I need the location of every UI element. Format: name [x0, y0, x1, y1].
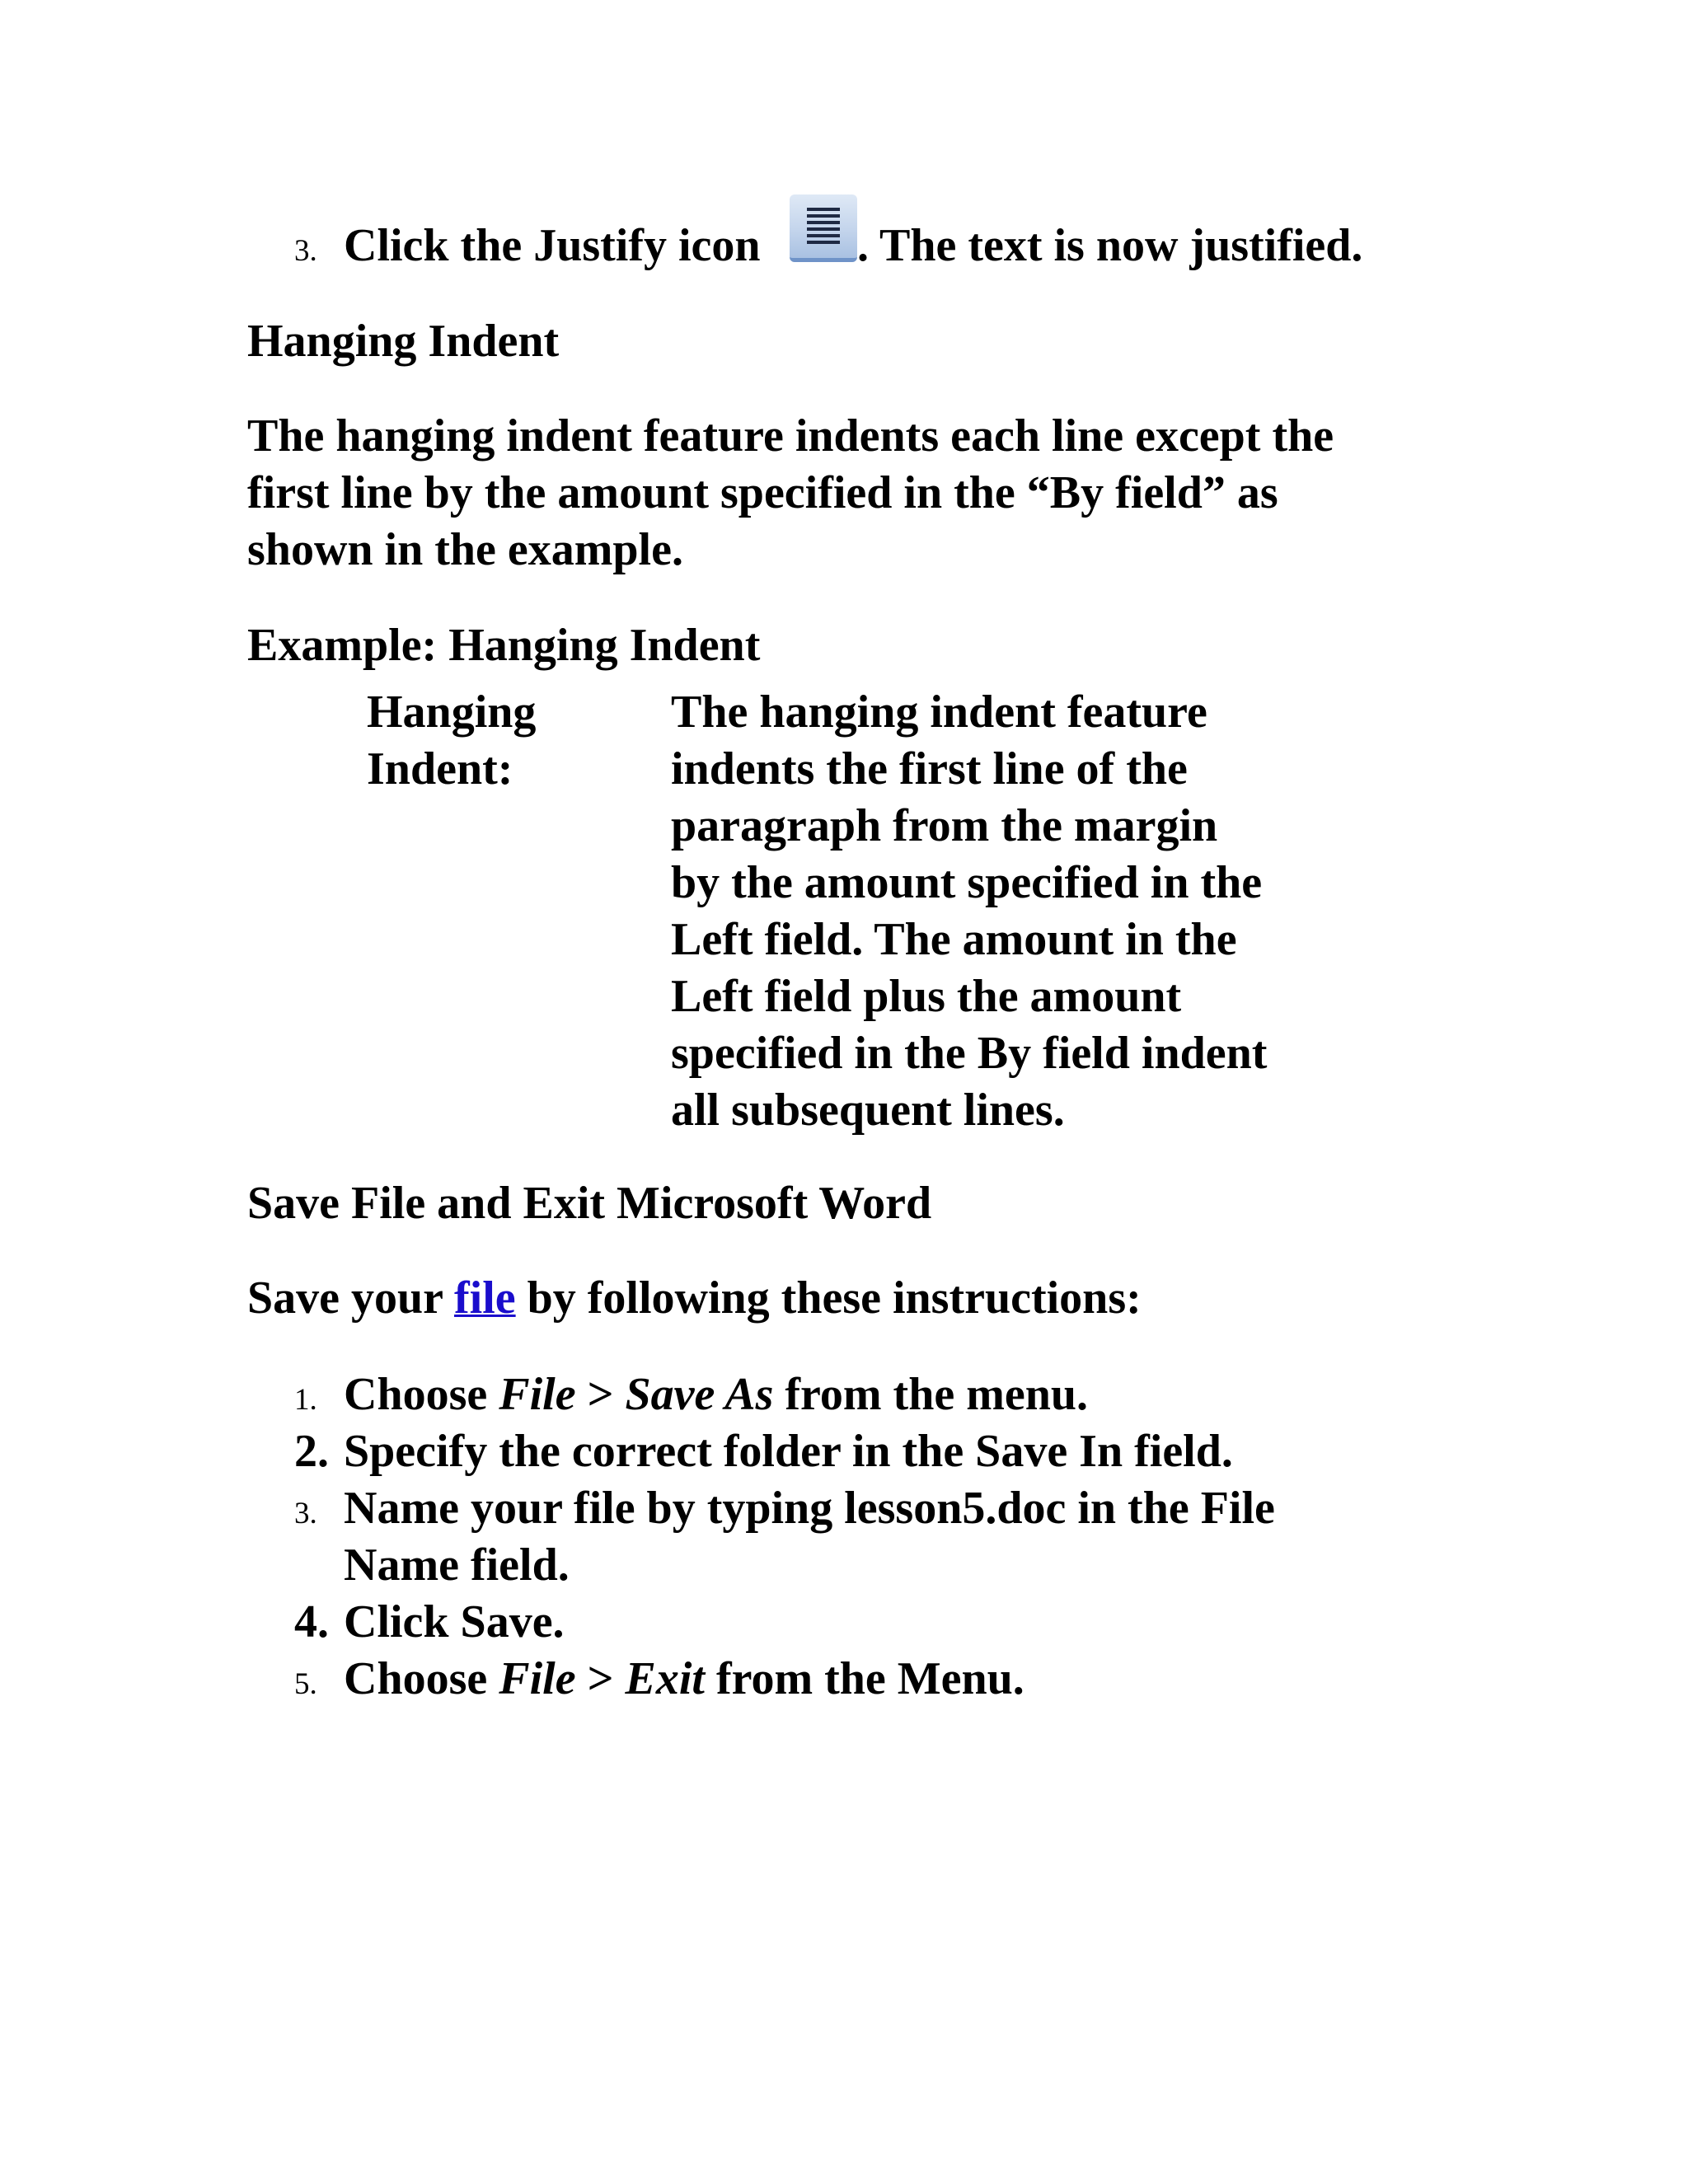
- list-item: [294, 1480, 1275, 1542]
- step-text: Choose: [344, 1369, 499, 1420]
- menu-exit: Exit: [625, 1653, 705, 1704]
- hanging-description-line: first line by the amount specified in the “By field” as: [247, 467, 1278, 518]
- list-number: 5.: [294, 1667, 317, 1701]
- list-number: 3.: [294, 234, 317, 268]
- list-number: 4.: [294, 1596, 329, 1647]
- list-number: 2.: [294, 1426, 329, 1477]
- list-number: 3.: [294, 1497, 317, 1530]
- list-item-text: Specify the correct folder in the Save In field.: [344, 1426, 1233, 1477]
- list-item-text: [344, 1651, 1025, 1707]
- example-body-line: all subsequent lines.: [671, 1085, 1065, 1136]
- example-body-line: The hanging indent feature: [671, 687, 1207, 738]
- step-text: from the Menu.: [704, 1653, 1025, 1704]
- example-body: [671, 684, 1267, 1139]
- justify-step-text: Click the Justify icon: [344, 220, 761, 271]
- menu-file: File: [499, 1369, 576, 1420]
- list-item: [294, 1651, 1025, 1713]
- example-body-line: specified in the By field indent: [671, 1028, 1268, 1079]
- example-body-line: Left field. The amount in the: [671, 914, 1237, 965]
- example-label: Hanging: [367, 687, 537, 738]
- list-item: [294, 1366, 1088, 1428]
- list-item-continuation: Name field.: [344, 1540, 570, 1591]
- example-label: Indent:: [367, 743, 513, 794]
- example-body-line: indents the first line of the: [671, 743, 1188, 794]
- hanging-description-line: shown in the example.: [247, 524, 683, 575]
- list-item-text: Name your file by typing lesson5.doc in the File: [344, 1483, 1275, 1534]
- list-item-text: Click Save.: [344, 1596, 565, 1647]
- save-intro-text: by following these instructions:: [515, 1272, 1142, 1324]
- step-text: >: [575, 1369, 626, 1420]
- save-intro-text: Save your: [247, 1272, 454, 1324]
- save-intro: [247, 1270, 1142, 1326]
- example-heading: Example: Hanging Indent: [247, 620, 761, 671]
- list-number: 1.: [294, 1383, 317, 1417]
- menu-save-as: Save As: [625, 1369, 774, 1420]
- save-heading: Save File and Exit Microsoft Word: [247, 1178, 932, 1229]
- list-item: [294, 1423, 1233, 1479]
- justify-step: [294, 218, 761, 279]
- example-body-line: Left field plus the amount: [671, 971, 1182, 1022]
- hanging-indent-heading: Hanging Indent: [247, 316, 560, 367]
- justify-icon[interactable]: [790, 194, 857, 262]
- file-link[interactable]: file: [454, 1272, 516, 1324]
- example-body-line: by the amount specified in the: [671, 857, 1263, 908]
- list-item-text: [344, 1366, 1088, 1422]
- example-body-line: paragraph from the margin: [671, 800, 1218, 851]
- hanging-description-line: The hanging indent feature indents each line except the: [247, 410, 1334, 462]
- menu-file: File: [499, 1653, 576, 1704]
- step-text: >: [575, 1653, 626, 1704]
- justify-step-text-after: . The text is now justified.: [857, 220, 1363, 271]
- step-text: Choose: [344, 1653, 499, 1704]
- list-item: [294, 1594, 565, 1650]
- step-text: from the menu.: [773, 1369, 1088, 1420]
